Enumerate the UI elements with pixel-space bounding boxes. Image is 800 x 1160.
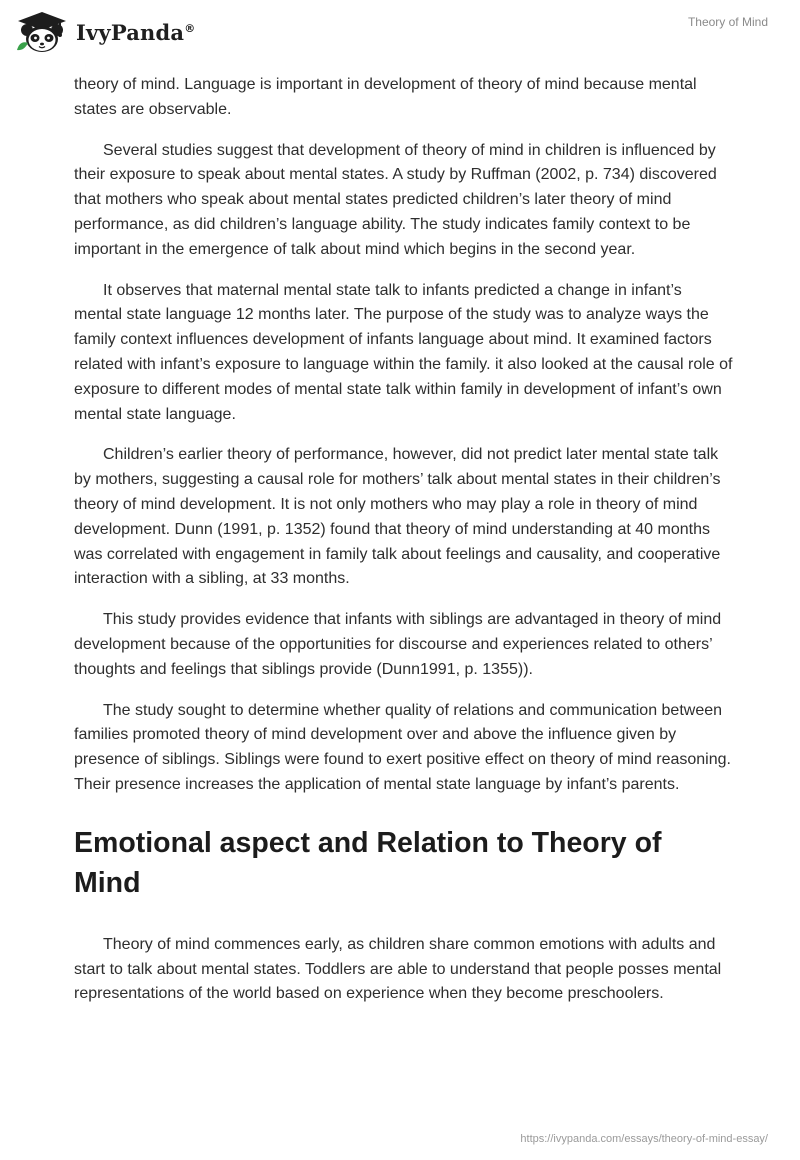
paragraph: Several studies suggest that development of theory of mind in children is influenced by their exposure to speak about mental states. A study by Ruffman (2002, p. 734) discovered that mothers who speak about mental states predicted children’s later theory of mind performance, as did children’s language ability. The study indicates family context to be important in the emergence of talk about mind which begins in the second year. xyxy=(74,141,717,258)
page-header xyxy=(0,0,800,70)
section-heading: Emotional aspect and Relation to Theory of Mind xyxy=(74,826,662,899)
document-title: Theory of Mind xyxy=(687,15,768,29)
paragraph: It observes that maternal mental state talk to infants predicted a change in infant’s mental state language 12 months later. The purpose of the study was to analyze ways the family context influences development of infants language about mind. It examined factors related with infant’s exposure to language within the family. it also looked at the causal role of exposure to different modes of mental state talk within family in development of infant’s own mental state language. xyxy=(74,281,733,423)
paragraph-continuation: theory of mind. Language is important in development of theory of mind because mental states are observable. xyxy=(74,76,697,118)
paragraph: Theory of mind commences early, as children share common emotions with adults and start to talk about mental states. Toddlers are able to understand that people posses mental representations of the world based on experience when they become preschoolers. xyxy=(74,935,722,1003)
brand-name: IvyPanda® xyxy=(76,19,196,45)
paragraph: This study provides evidence that infants with siblings are advantaged in theory of mind development because of the opportunities for discourse and experiences related to others’ thoughts and feelings that siblings provide (Dunn1991, p. 1355)). xyxy=(74,611,722,678)
paragraph: Children’s earlier theory of performance, however, did not predict later mental state talk by mothers, suggesting a causal role for mothers’ talk about mental states in their children’s theory of mind development. It is not only mothers who may play a role in theory of mind development. Dunn (1991, p. 1352) found that theory of mind understanding at 40 months was correlated with engagement in family talk about feelings and causality, and cooperative interaction with a sibling, at 33 months. xyxy=(74,446,721,588)
article-body xyxy=(74,73,734,1007)
panda-graduate-icon xyxy=(14,10,70,54)
source-url: https://ivypanda.com/essays/theory-of-mind-essay/ xyxy=(520,1133,768,1145)
brand-logo[interactable] xyxy=(14,10,195,54)
paragraph: The study sought to determine whether quality of relations and communication between families promoted theory of mind development over and above the influence given by presence of siblings. Siblings were found to exert positive effect on theory of mind reasoning. Their presence increases the application of mental state language by infant’s parents. xyxy=(74,701,731,793)
